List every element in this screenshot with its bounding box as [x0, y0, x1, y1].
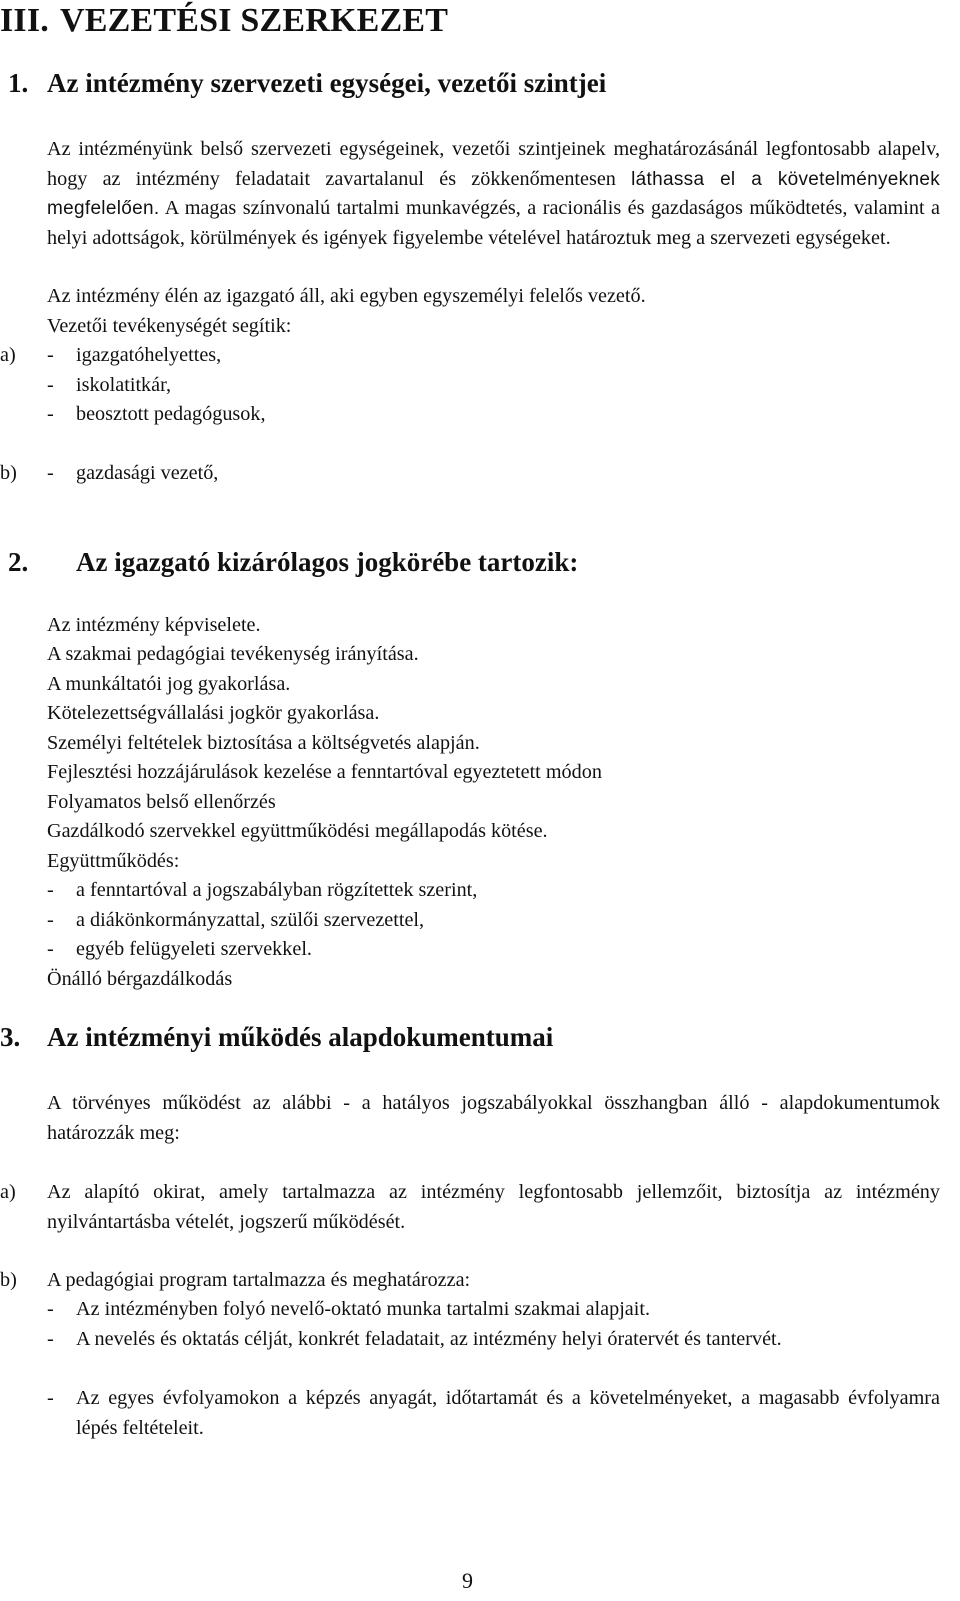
s1-paragraph-text-a: Az intézményünk belső szervezeti egységeinek, vezetői szintjeinek meghatározásánál legfontosabb alapelv, hogy az intézmény feladatait zavartalanul és zökkenőmentesen [47, 138, 940, 190]
section-title: VEZETÉSI SZERKEZET [60, 2, 449, 39]
s1-group-a-item: beosztott pedagógusok, [76, 403, 266, 425]
s3-heading [0, 1022, 900, 1058]
s3-b-item: Az intézményben folyó nevelő-oktató munka tartalmi szakmai alapjait. [76, 1298, 651, 1320]
s3-b-item: Az egyes évfolyamokon a képzés anyagát, időtartamát és a követelményeket, a magasabb évfolyamra lépés feltételeit. [76, 1387, 940, 1439]
s2-number: 2. [8, 547, 29, 577]
s3-a-marker: a) [0, 1181, 16, 1203]
s1-group-a-marker: a) [0, 344, 16, 366]
s1-title: Az intézmény szervezeti egységei, vezetői szintjei [47, 68, 607, 98]
s1-group-a-item: igazgatóhelyettes, [76, 344, 222, 366]
s3-number: 3. [0, 1022, 21, 1052]
s1-group-a-item: iskolatitkár, [76, 374, 172, 396]
s3-b-text: A pedagógiai program tartalmazza és meghatározza: [47, 1269, 471, 1291]
dash: - [47, 938, 54, 960]
s2-item: A munkáltatói jog gyakorlása. [47, 673, 291, 695]
dash: - [47, 462, 54, 484]
section-number: III. [0, 2, 49, 39]
s1-paragraph [47, 135, 940, 253]
dash: - [47, 374, 54, 396]
s1-heading [0, 68, 900, 104]
s2-last-item: Önálló bérgazdálkodás [47, 968, 233, 990]
s2-item: Kötelezettségvállalási jogkör gyakorlása. [47, 702, 380, 724]
s1-number: 1. [8, 68, 29, 98]
s3-a-text: Az alapító okirat, amely tartalmazza az intézmény legfontosabb jellemzőit, biztosítja az intézmény nyilvántartásba vételét, jogszerű működését. [47, 1181, 940, 1233]
dash: - [47, 1328, 54, 1350]
s1-helpers-label: Vezetői tevékenységét segítik: [47, 315, 292, 337]
s1-paragraph-text-b: láthassa el a követelményeknek megfelelően. [47, 168, 941, 220]
s2-item: Gazdálkodó szervekkel együttműködési megállapodás kötése. [47, 820, 548, 842]
s3-b-marker: b) [0, 1269, 17, 1291]
s2-item: Személyi feltételek biztosítása a költségvetés alapján. [47, 732, 480, 754]
s2-item: Az intézmény képviselete. [47, 614, 261, 636]
s2-heading [0, 547, 900, 583]
s3-title: Az intézményi működés alapdokumentumai [47, 1022, 554, 1052]
s2-item: Folyamatos belső ellenőrzés [47, 791, 276, 813]
s2-coop-item: a diákönkormányzattal, szülői szervezettel, [76, 909, 425, 931]
s2-coop-item: egyéb felügyeleti szervekkel. [76, 938, 312, 960]
s2-item: A szakmai pedagógiai tevékenység irányítása. [47, 643, 419, 665]
s3-intro: A törvényes működést az alábbi - a hatályos jogszabályokkal összhangban álló - alapdokumentumok határozzák meg: [47, 1092, 940, 1144]
s1-head-line: Az intézmény élén az igazgató áll, aki egyben egyszemélyi felelős vezető. [47, 285, 646, 307]
s3-b-item: A nevelés és oktatás célját, konkrét feladatait, az intézmény helyi óratervét és tantervét. [76, 1328, 782, 1350]
page-number: 9 [462, 1568, 473, 1593]
section-heading [0, 2, 448, 40]
s2-item: Fejlesztési hozzájárulások kezelése a fenntartóval egyeztetett módon [47, 761, 602, 783]
s2-item: Együttműködés: [47, 850, 180, 872]
s1-group-b-marker: b) [0, 462, 17, 484]
dash: - [47, 344, 54, 366]
s2-coop-item: a fenntartóval a jogszabályban rögzítettek szerint, [76, 879, 478, 901]
dash: - [47, 879, 54, 901]
dash: - [47, 1298, 54, 1320]
dash: - [47, 909, 54, 931]
dash: - [47, 1387, 54, 1409]
s1-group-b-item: gazdasági vezető, [76, 462, 219, 484]
dash: - [47, 403, 54, 425]
s1-paragraph-text-c: A magas színvonalú tartalmi munkavégzés, a racionális és gazdaságos működtetés, valamint a helyi adottságok, körülmények és igények figyelembe vételével határoztuk meg a szervezeti egységeket. [47, 197, 940, 249]
s2-title: Az igazgató kizárólagos jogkörébe tartozik: [76, 547, 579, 577]
